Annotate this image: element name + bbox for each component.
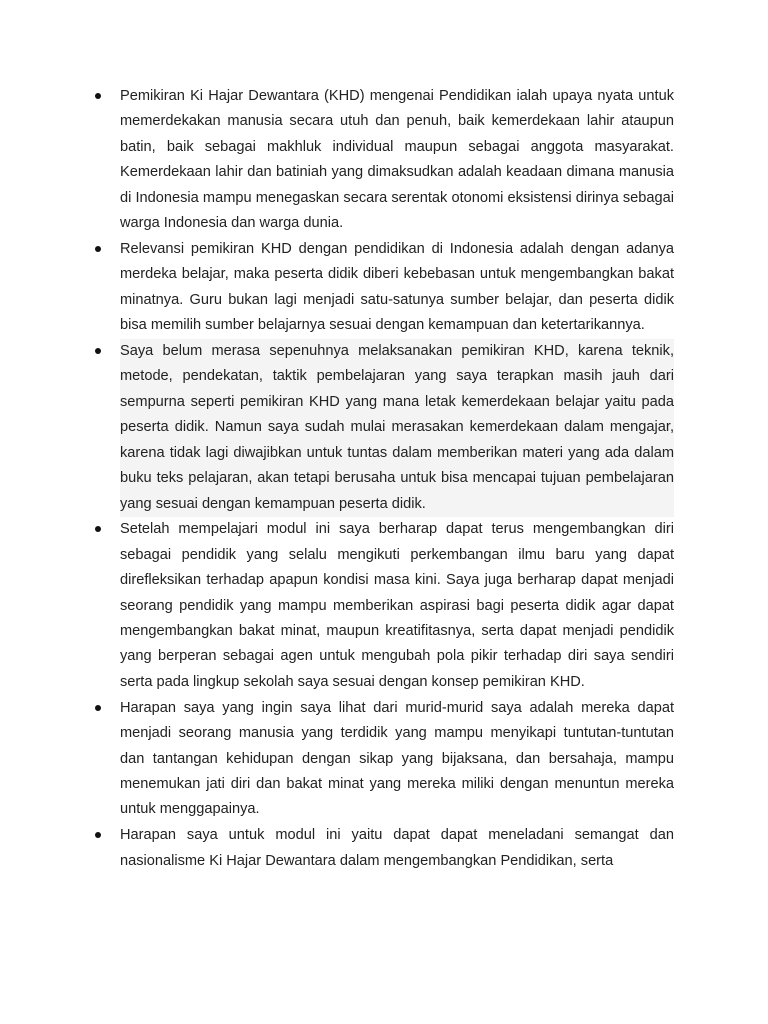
bullet-dot-icon	[95, 832, 101, 838]
bullet-text: Pemikiran Ki Hajar Dewantara (KHD) mengenai Pendidikan ialah upaya nyata untuk memerdekakan manusia secara utuh dan penuh, baik kemerdekaan lahir ataupun batin, baik sebagai makhluk individual maupun sebagai anggota masyarakat. Kemerdekaan lahir dan batiniah yang dimaksudkan adalah keadaan dimana manusia di Indonesia mampu menegaskan secara serentak otonomi eksistensi dirinya sebagai warga Indonesia dan warga dunia.	[120, 88, 674, 232]
bullet-dot-icon	[95, 348, 101, 354]
bullet-dot-icon	[95, 705, 101, 711]
bullet-item-4	[120, 517, 674, 695]
bullet-item-1	[120, 84, 674, 236]
bullet-text: Harapan saya yang ingin saya lihat dari murid-murid saya adalah mereka dapat menjadi seorang manusia yang terdidik yang mampu menyikapi tuntutan-tuntutan dan tantangan kehidupan dengan sikap yang bijaksana, dan bersahaja, mampu menemukan jati diri dan bakat minat yang mereka miliki dengan menuntun mereka untuk menggapainya.	[120, 699, 674, 818]
bullet-text: Setelah mempelajari modul ini saya berharap dapat terus mengembangkan diri sebagai pendidik yang selalu mengikuti perkembangan ilmu baru yang dapat direfleksikan terhadap apapun kondisi masa kini. Saya juga berharap dapat menjadi seorang pendidik yang mampu memberikan aspirasi bagi peserta didik agar dapat mengembangkan bakat minat, maupun kreatifitasnya, serta dapat menjadi pendidik yang berperan sebagai agen untuk mengubah pola pikir terhadap diri saya sendiri serta pada lingkup sekolah saya sesuai dengan konsep pemikiran KHD.	[120, 521, 674, 690]
bullet-dot-icon	[95, 246, 101, 252]
bullet-text: Saya belum merasa sepenuhnya melaksanakan pemikiran KHD, karena teknik, metode, pendekatan, taktik pembelajaran yang saya terapkan masih jauh dari sempurna seperti pemikiran KHD yang mana letak kemerdekaan belajar yaitu pada peserta didik. Namun saya sudah mulai merasakan kemerdekaan dalam mengajar, karena tidak lagi diwajibkan untuk tuntas dalam memberikan materi yang ada dalam buku teks pelajaran, akan tetapi berusaha untuk bisa mencapai tujuan pembelajaran yang sesuai dengan kemampuan peserta didik.	[120, 339, 674, 517]
bullet-text: Harapan saya untuk modul ini yaitu dapat dapat meneladani semangat dan nasionalisme Ki Hajar Dewantara dalam mengembangkan Pendidikan, serta	[120, 827, 674, 869]
reflection-bullet-list	[120, 84, 674, 875]
bullet-item-2	[120, 237, 674, 339]
bullet-item-5	[120, 696, 674, 823]
bullet-dot-icon	[95, 526, 101, 532]
bullet-item-3	[120, 339, 674, 517]
bullet-item-6	[120, 823, 674, 874]
bullet-text: Relevansi pemikiran KHD dengan pendidikan di Indonesia adalah dengan adanya merdeka belajar, maka peserta didik diberi kebebasan untuk mengembangkan bakat minatnya. Guru bukan lagi menjadi satu-satunya sumber belajar, dan peserta didik bisa memilih sumber belajarnya sesuai dengan kemampuan dan ketertarikannya.	[120, 240, 674, 334]
bullet-dot-icon	[95, 93, 101, 99]
